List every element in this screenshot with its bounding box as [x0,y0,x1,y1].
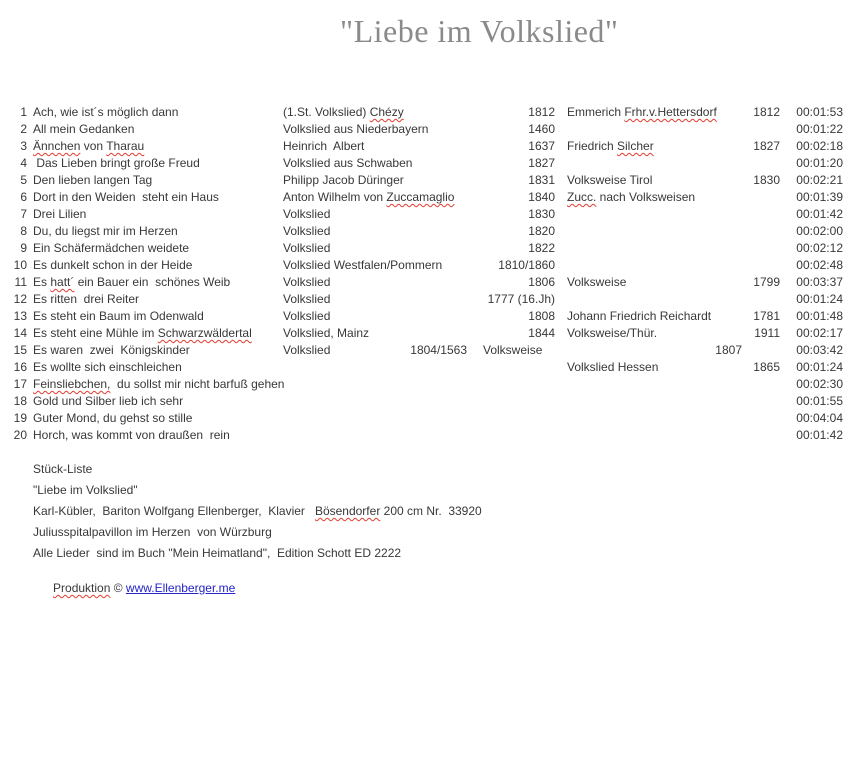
song-year: 1840 [528,190,555,204]
song-title: Du, du liegst mir im Herzen [33,224,178,238]
song-year: 1777 (16.Jh) [487,292,555,306]
song-arrangement-year: 1812 [753,105,780,119]
song-title: Es ritten drei Reiter [33,292,140,306]
song-arrangement-year: 1807 [715,343,742,357]
footer-line-edition: Alle Lieder sind im Buch "Mein Heimatland", Edition Schott ED 2222 [33,546,402,560]
song-number: 15 [13,343,27,357]
production-line [33,566,235,611]
song-number: 8 [20,224,27,238]
song-arranger: Volksweise [483,343,543,357]
song-arrangement-year: 1827 [753,139,780,153]
song-source: Volkslied [283,207,331,221]
song-year: 1460 [528,122,555,136]
page-title: "Liebe im Volkslied" [340,13,619,49]
song-row [0,291,849,308]
song-number: 10 [13,258,27,272]
song-arranger: Zucc. nach Volksweisen [567,190,696,204]
production-label: Produktion © [53,581,126,595]
song-year: 1822 [528,241,555,255]
song-row [0,359,849,376]
song-duration: 00:03:42 [796,343,843,357]
song-year: 1808 [528,309,555,323]
song-duration: 00:02:48 [796,258,843,272]
song-duration: 00:02:18 [796,139,843,153]
song-arranger: Volkslied Hessen [567,360,659,374]
song-row [0,376,849,393]
song-row [0,325,849,342]
song-year: 1827 [528,156,555,170]
song-title: Es wollte sich einschleichen [33,360,182,374]
song-row [0,240,849,257]
song-row [0,223,849,240]
ellenberger-link[interactable]: www.Ellenberger.me [125,581,236,595]
song-arrangement-year: 1911 [754,326,780,340]
song-arrangement-year: 1781 [753,309,780,323]
song-row [0,342,849,359]
song-duration: 00:02:00 [796,224,843,238]
song-number: 5 [20,173,27,187]
song-title: Es steht eine Mühle im Schwarzwäldertal [33,326,252,340]
footer-line-performers: Karl-Kübler, Bariton Wolfgang Ellenberger, Klavier Bösendorfer 200 cm Nr. 33920 [33,504,482,518]
song-title: Den lieben langen Tag [33,173,153,187]
footer-line-program-title: "Liebe im Volkslied" [33,483,138,497]
song-year: 1810/1860 [498,258,555,272]
song-duration: 00:01:24 [796,360,843,374]
song-arranger: Emmerich Frhr.v.Hettersdorf [567,105,717,119]
song-row [0,172,849,189]
song-arrangement-year: 1830 [753,173,780,187]
song-title: Es steht ein Baum im Odenwald [33,309,204,323]
song-title: Es dunkelt schon in der Heide [33,258,193,272]
song-arrangement-year: 1799 [753,275,780,289]
song-row [0,206,849,223]
song-number: 17 [13,377,27,391]
song-duration: 00:01:55 [796,394,843,408]
song-row [0,274,849,291]
song-number: 9 [20,241,27,255]
song-title: Das Lieben bringt große Freud [33,156,200,170]
song-title: All mein Gedanken [33,122,135,136]
song-number: 6 [20,190,27,204]
song-source: Volkslied [283,309,331,323]
song-number: 16 [13,360,27,374]
song-source: Philipp Jacob Düringer [283,173,404,187]
song-source: Volkslied Westfalen/Pommern [283,258,443,272]
song-duration: 00:02:17 [796,326,843,340]
song-source: Volkslied [283,292,331,306]
song-row [0,308,849,325]
song-title: Feinsliebchen, du sollst mir nicht barfuß gehen [33,377,285,391]
footer-line-venue: Juliusspitalpavillon im Herzen von Würzburg [33,525,272,539]
song-row [0,410,849,427]
song-arranger: Friedrich Silcher [567,139,654,153]
song-duration: 00:01:42 [796,207,843,221]
song-arranger: Johann Friedrich Reichardt [567,309,712,323]
song-title: Ännchen von Tharau [33,139,145,153]
song-row [0,121,849,138]
song-duration: 00:04:04 [796,411,843,425]
song-title: Es waren zwei Königskinder [33,343,190,357]
song-number: 1 [20,105,27,119]
song-year: 1830 [528,207,555,221]
song-title: Dort in den Weiden steht ein Haus [33,190,219,204]
song-row [0,104,849,121]
song-year: 1820 [528,224,555,238]
footer-line-stueck-liste: Stück-Liste [33,462,93,476]
song-row [0,189,849,206]
song-row [0,138,849,155]
song-duration: 00:01:42 [796,428,843,442]
song-source: Volkslied, Mainz [283,326,370,340]
song-title: Drei Lilien [33,207,87,221]
song-source: Heinrich Albert [283,139,365,153]
song-source: Anton Wilhelm von Zuccamaglio [283,190,455,204]
song-title: Es hatt´ ein Bauer ein schönes Weib [33,275,231,289]
song-source: Volkslied [283,224,331,238]
song-number: 2 [20,122,27,136]
song-duration: 00:01:48 [796,309,843,323]
song-row [0,155,849,172]
song-number: 11 [14,275,27,289]
song-title: Ein Schäfermädchen weidete [33,241,190,255]
song-row [0,427,849,444]
song-arrangement-year: 1865 [753,360,780,374]
song-title: Guter Mond, du gehst so stille [33,411,193,425]
song-duration: 00:02:30 [796,377,843,391]
song-source: Volkslied aus Niederbayern [283,122,429,136]
song-year: 1812 [528,105,555,119]
song-number: 19 [13,411,27,425]
song-duration: 00:03:37 [796,275,843,289]
song-duration: 00:02:12 [796,241,843,255]
song-source: Volkslied [283,241,331,255]
song-arranger: Volksweise/Thür. [567,326,658,340]
song-number: 18 [13,394,27,408]
song-year: 1806 [528,275,555,289]
song-number: 7 [20,207,27,221]
song-year: 1804/1563 [410,343,467,357]
song-source: Volkslied [283,343,331,357]
song-title: Horch, was kommt von draußen rein [33,428,230,442]
song-arranger: Volksweise [567,275,627,289]
song-duration: 00:01:24 [796,292,843,306]
song-source: Volkslied [283,275,331,289]
song-number: 4 [20,156,27,170]
song-number: 12 [13,292,27,306]
song-table [0,104,849,444]
song-number: 20 [13,428,27,442]
song-row [0,393,849,410]
song-arranger: Volksweise Tirol [567,173,653,187]
song-number: 13 [13,309,27,323]
song-row [0,257,849,274]
song-year: 1844 [528,326,555,340]
song-year: 1637 [528,139,555,153]
song-duration: 00:01:39 [796,190,843,204]
song-source: (1.St. Volkslied) Chézy [283,105,404,119]
song-year: 1831 [528,173,555,187]
song-title: Ach, wie ist´s möglich dann [33,105,179,119]
song-duration: 00:01:20 [796,156,843,170]
song-source: Volkslied aus Schwaben [283,156,413,170]
song-number: 3 [20,139,27,153]
song-duration: 00:01:53 [796,105,843,119]
song-duration: 00:02:21 [796,173,843,187]
song-title: Gold und Silber lieb ich sehr [33,394,184,408]
song-duration: 00:01:22 [796,122,843,136]
song-number: 14 [13,326,27,340]
